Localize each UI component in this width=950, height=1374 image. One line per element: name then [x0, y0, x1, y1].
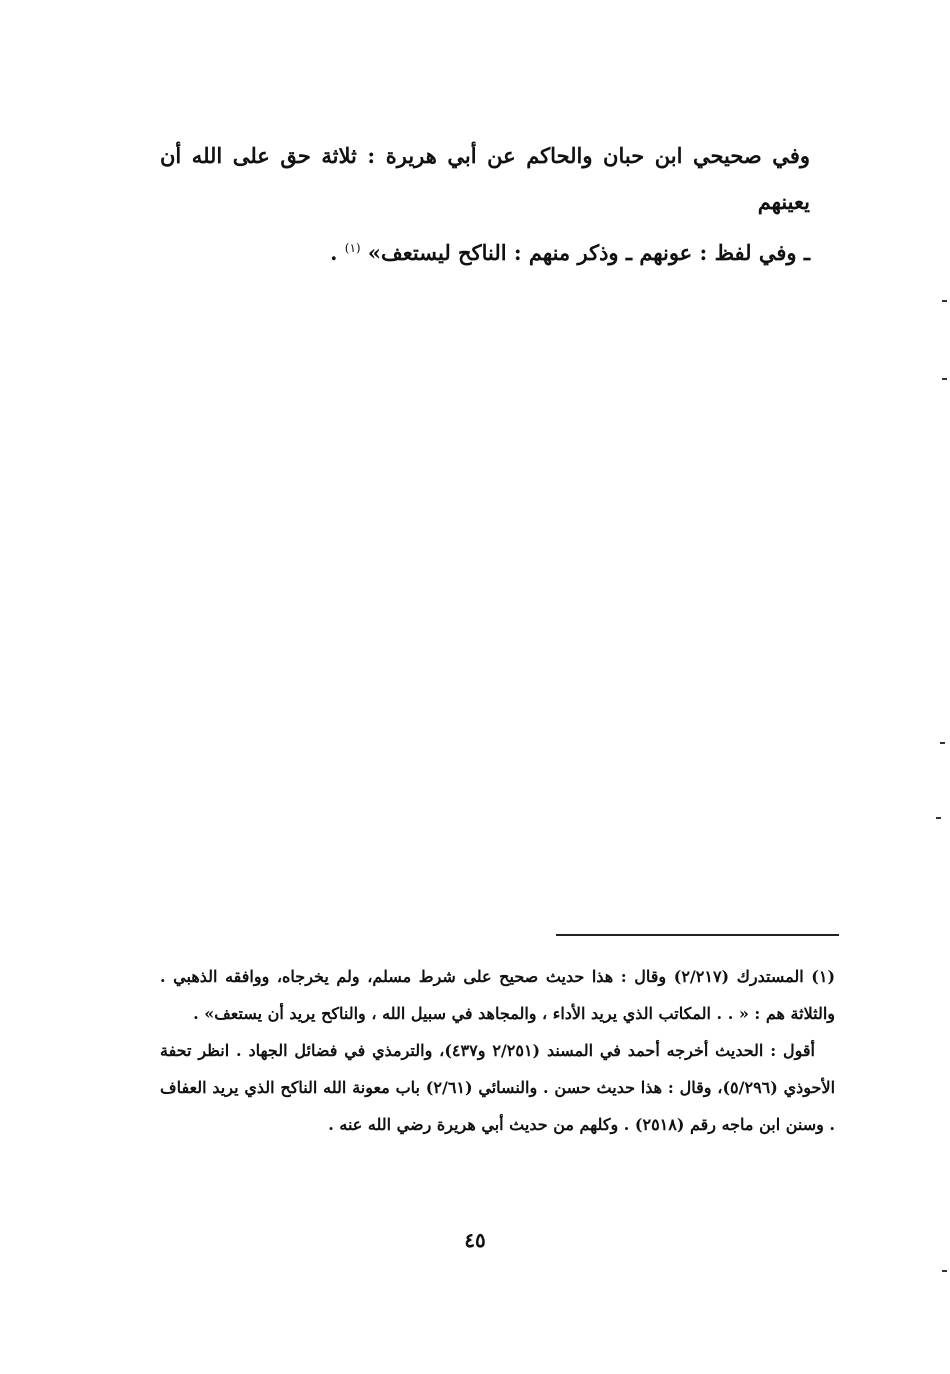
scan-artifact: [936, 817, 941, 819]
footnote-separator: [556, 934, 839, 936]
main-text-line-2-content: ـ وفي لفظ : عونهم ـ وذكر منهم : الناكح ليستعف»: [367, 240, 810, 265]
main-text: [160, 133, 810, 276]
footnotes: [160, 958, 835, 1143]
scan-artifact: [940, 742, 945, 744]
footnote-1: (١) المستدرك (٢/٢١٧) وقال : هذا حديث صحيح على شرط مسلم، ولم يخرجاه، ووافقه الذهبي . والثلاثة هم : « . . المكاتب الذي يريد الأداء ، والمجاهد في سبيل الله ، والناكح يريد أن يستعف» .: [160, 967, 836, 1023]
main-text-line-2-end: .: [330, 240, 345, 265]
scan-artifact: [942, 300, 947, 302]
footnote-commentary: أقول : الحديث أخرجه أحمد في المسند (٢/٢٥١ و٤٣٧)، والترمذي في فضائل الجهاد . انظر تحفة الأحوذي (٥/٢٩٦)، وقال : هذا حديث حسن . والنسائي (٢/٦١) باب معونة الله الناكح الذي يريد العفاف . وسنن ابن ماجه رقم (٢٥١٨) . وكلهم من حديث أبي هريرة رضي الله عنه .: [160, 1041, 836, 1134]
scan-artifact: [942, 378, 947, 380]
main-text-line-2: [160, 225, 810, 276]
page-number: ٤٥: [464, 1228, 486, 1252]
scan-artifact: [942, 1270, 947, 1272]
main-text-line-1: وفي صحيحي ابن حبان والحاكم عن أبي هريرة : ثلاثة حق على الله أن يعينهم: [160, 143, 810, 214]
footnote-reference: (١): [344, 241, 361, 255]
